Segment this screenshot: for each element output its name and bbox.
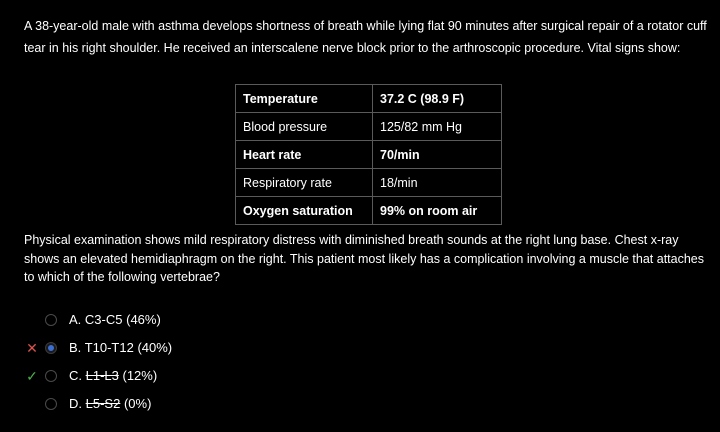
vitals-row-heart-rate: [236, 141, 502, 169]
incorrect-x-icon: ✕: [26, 340, 38, 356]
vital-signs-table: [235, 84, 502, 225]
vitals-value: 18/min: [373, 169, 502, 197]
question-body: Physical examination shows mild respiratory distress with diminished breath sounds at the right lung base. Chest x-ray shows an elevated hemidiaphragm on the right. This patient most likely has a complication involving a muscle that attaches to which of the following vertebrae?: [24, 233, 704, 284]
vitals-label: Oxygen saturation: [236, 197, 373, 225]
answer-choice-b[interactable]: [0, 338, 260, 360]
choice-label: [69, 368, 157, 383]
vitals-value: 99% on room air: [373, 197, 502, 225]
choice-text-struck: L1-L3: [85, 368, 119, 383]
choice-percent: (40%): [137, 340, 173, 355]
question-stem: A 38-year-old male with asthma develops shortness of breath while lying flat 90 minutes after surgical repair of a rotator cuff tear in his right shoulder. He received an interscalene nerve block prior to the arthroscopic procedure. Vital signs show:: [24, 19, 707, 55]
vitals-label: Blood pressure: [236, 113, 373, 141]
choice-label: [69, 312, 161, 327]
choice-letter: A.: [69, 312, 82, 327]
answer-choice-a[interactable]: [0, 310, 260, 332]
choice-letter: B.: [69, 340, 82, 355]
choice-percent: (0%): [123, 396, 152, 411]
answer-choice-c[interactable]: [0, 366, 260, 388]
correct-check-icon: ✓: [26, 368, 38, 384]
vitals-label: Temperature: [236, 85, 373, 113]
vitals-row-temperature: [236, 85, 502, 113]
choice-text: T10-T12: [84, 340, 134, 355]
choice-percent: (46%): [126, 312, 161, 327]
radio-button-selected[interactable]: [45, 342, 57, 354]
vitals-row-oxygen-saturation: [236, 197, 502, 225]
vitals-row-respiratory-rate: [236, 169, 502, 197]
vitals-label: Heart rate: [236, 141, 373, 169]
radio-button[interactable]: [45, 370, 57, 382]
choice-label: [69, 340, 172, 355]
vitals-label: Respiratory rate: [236, 169, 373, 197]
choice-text: C3-C5: [84, 312, 123, 327]
vitals-value: 37.2 C (98.9 F): [373, 85, 502, 113]
choice-letter: C.: [69, 368, 82, 383]
vitals-value: 70/min: [373, 141, 502, 169]
choice-letter: D.: [69, 396, 82, 411]
choice-label: [69, 396, 151, 411]
vitals-value: 125/82 mm Hg: [373, 113, 502, 141]
radio-button[interactable]: [45, 398, 57, 410]
radio-button[interactable]: [45, 314, 57, 326]
choice-percent: (12%): [122, 368, 158, 383]
answer-choice-d[interactable]: [0, 394, 260, 416]
choice-text-struck: L5-S2: [85, 396, 121, 411]
vitals-row-blood-pressure: [236, 113, 502, 141]
